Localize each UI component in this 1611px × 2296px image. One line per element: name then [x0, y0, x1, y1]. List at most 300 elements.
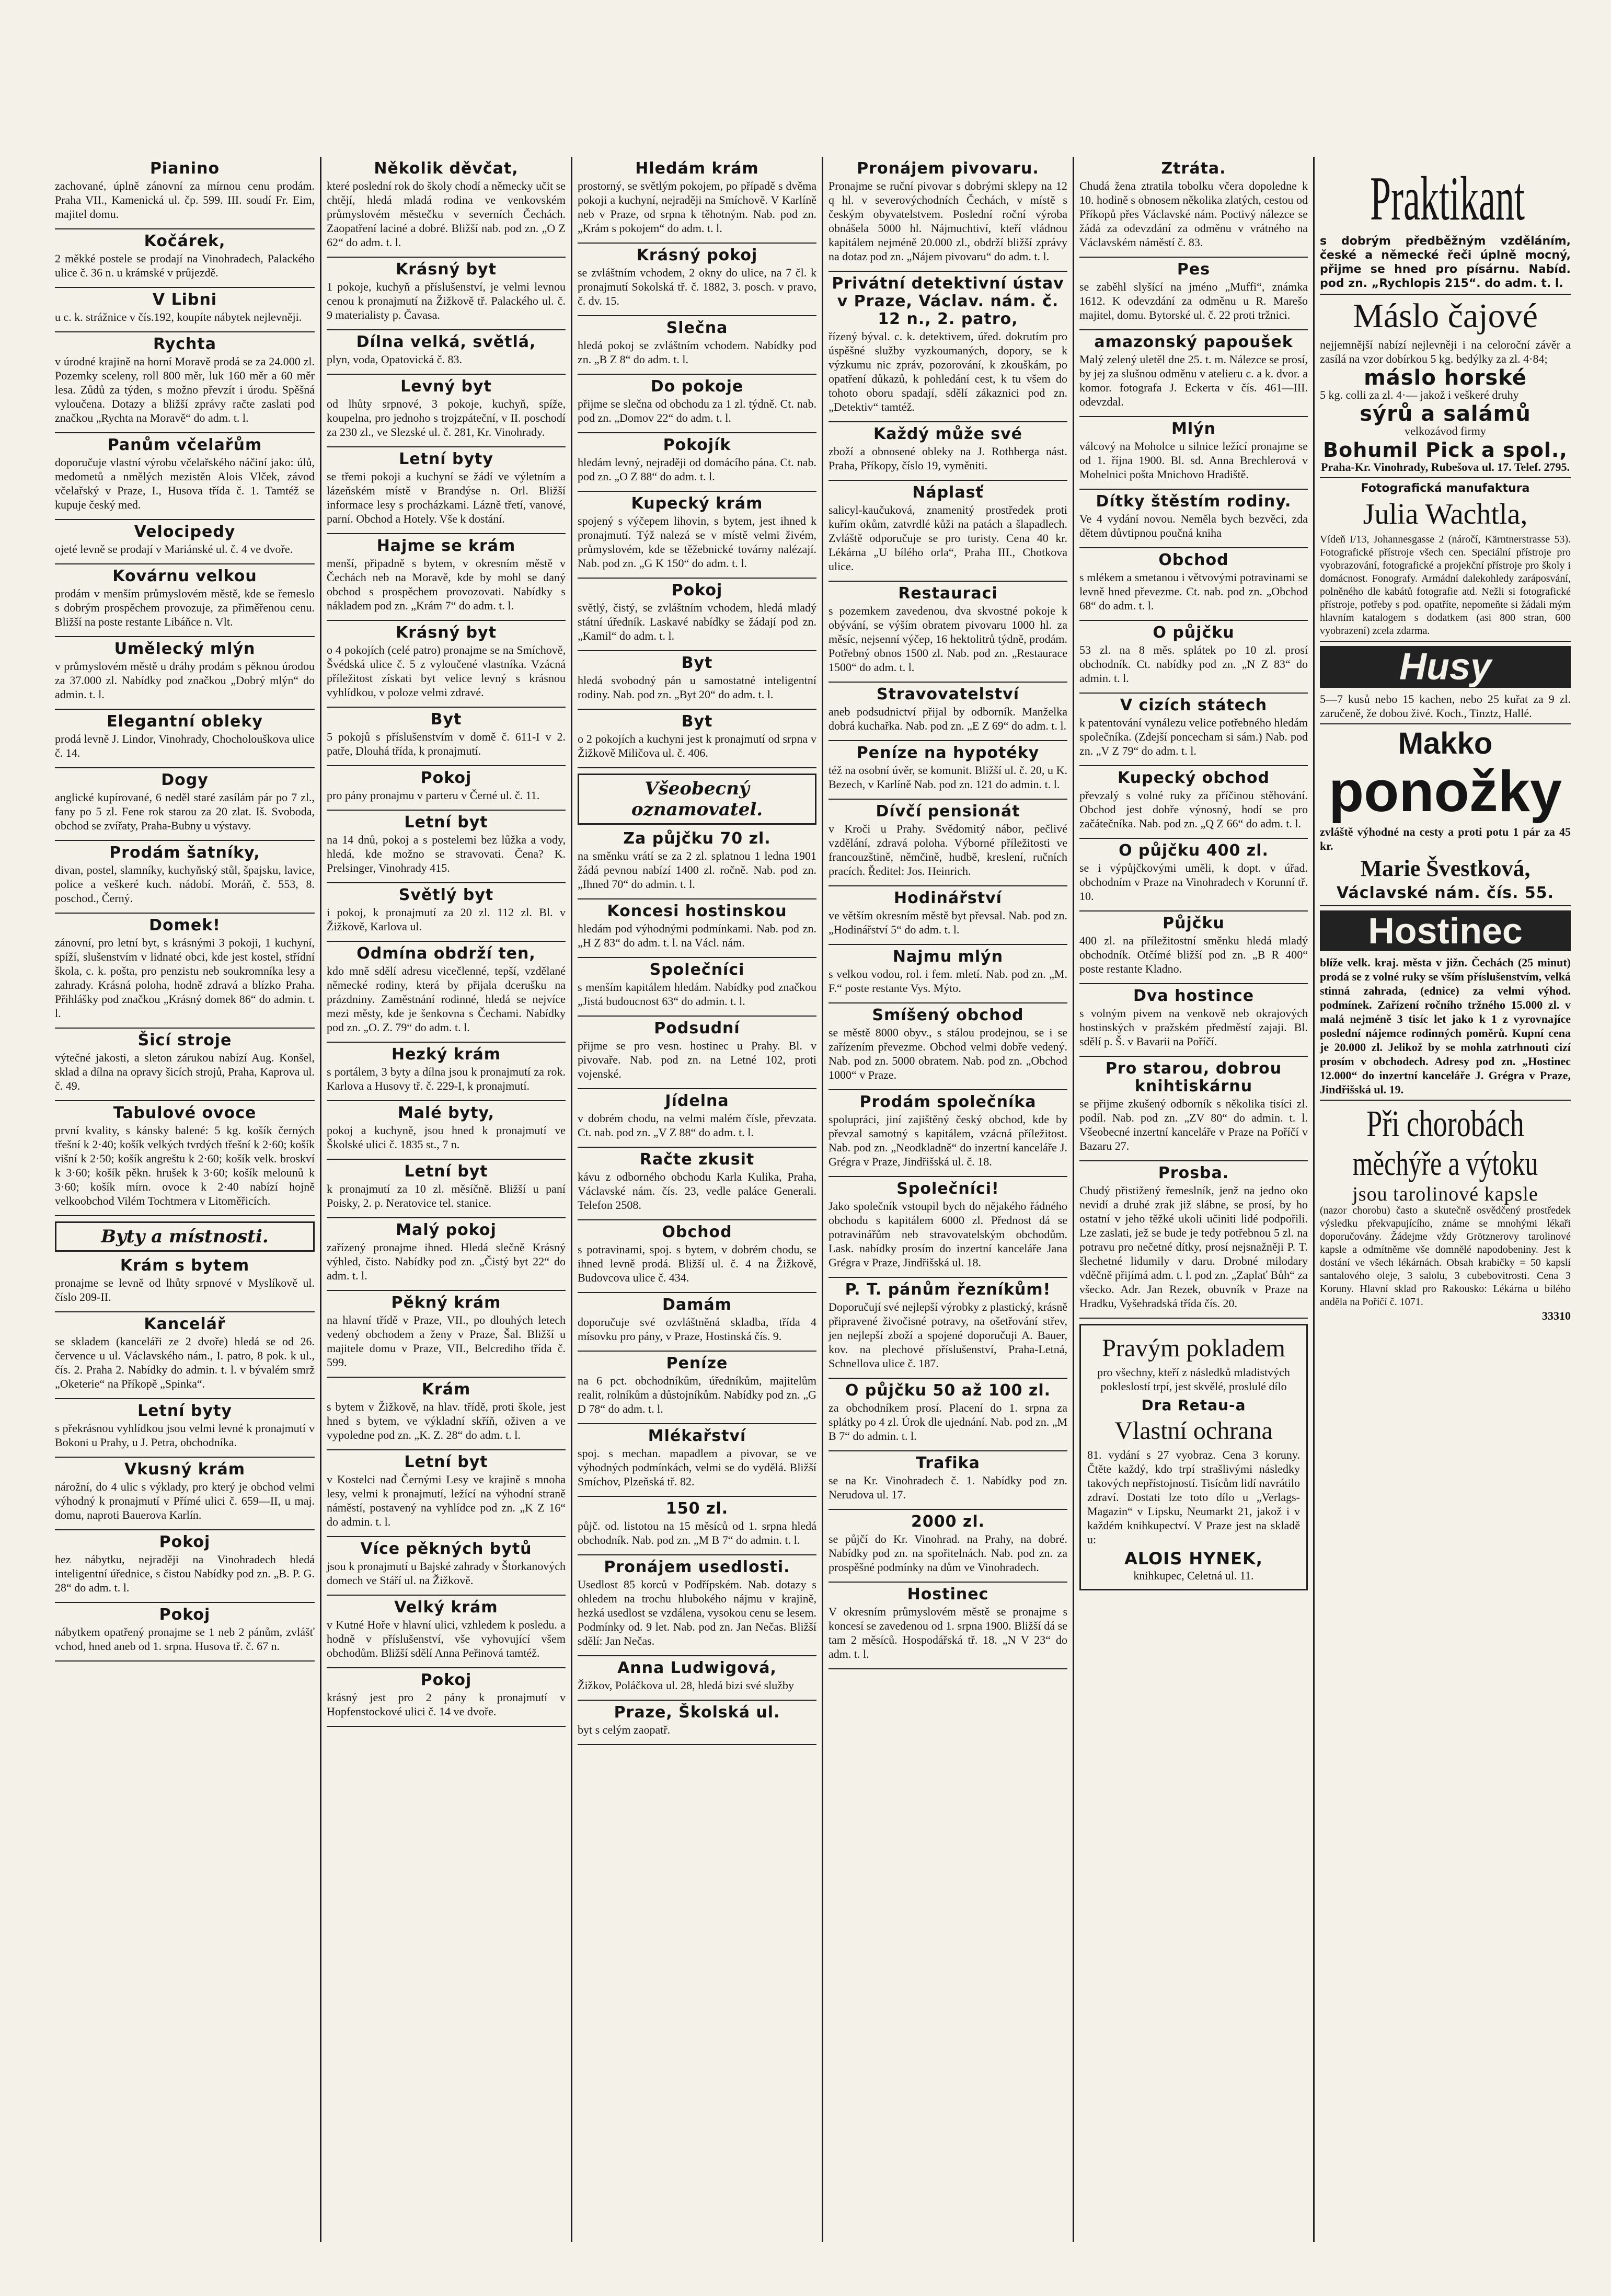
ad-text: Doporučují své nejlepší výrobky z plastický, krásně připravené živočisné potravy, na ošetřování střev, jen nejlepší zboží a spojené doporučuji A. Bauer, kov. na plechové příslušenství, Praha-Letná, Schnellova ulice č. 187. — [828, 1300, 1067, 1370]
ad-text: na 14 dnů, pokoj a s postelemi bez lůžka a vody, hledá, kde možno se stravovati. Čena? K. Prelsinger, Vinohrady 415. — [327, 833, 566, 874]
chorob-heading: Při chorobách — [1366, 1103, 1524, 1145]
ad-heading: Privátní detektivní ústav v Praze, Václav. nám. č. 12 n., 2. patro, — [832, 274, 1064, 328]
divider — [55, 1028, 315, 1029]
classified-ad — [1079, 1060, 1308, 1153]
ad-text: V okresním průmyslovém městě se pronajme s koncesí se zavedenou od 1. srpna 1900. Bližší dá se tam 2 měsíců. Hospodářská tř. 18. „N V 23“ do adm. t. l. — [828, 1605, 1067, 1660]
divider — [327, 329, 566, 330]
divider — [327, 882, 566, 883]
ad-text: s volným pivem na venkově neb okrajových hostinských v pražském předměstí zajaji. Bl. sdělí p. Š. v Bavarii na Poříčí. — [1079, 1007, 1308, 1048]
ad-heading: Domek! — [149, 916, 221, 934]
divider — [55, 1660, 315, 1662]
classified-ad — [828, 1382, 1067, 1443]
ad-text: v úrodné krajině na horní Moravě prodá se za 24.000 zl. Pozemky sceleny, roll 800 měr, luk 160 měr a 60 měr lesa. Zůdů za týden, s možno převzít i úrodu. Spěšná vyloučena. Dotazy a bližší zprávy račte zaslati pod značkou „Rychta na Moravě“ do adm. t. l. — [55, 355, 315, 424]
divider — [55, 1457, 315, 1458]
classified-ad — [55, 160, 315, 221]
classified-ad — [1079, 842, 1308, 903]
classified-ad — [828, 744, 1067, 791]
kapsle-text: (nazor chorobu) často a skutečně osvědčený prostředek výsledku překvapujícího, známe se mnohými lékaři doporučovány. Žádejme vždy Grötznerovy tarolinové kapsle a odmítněme vše domnělé napodobeniny. Jest k dostání ve všech lékárnách. Obsah krabičky = 50 kapslí santalového oleje, 3 salolu, 3 cubebovitrosti. Cena 3 Koruny. Hlavní sklad pro Rakousko: Lékárna u bílého anděla na Poříčí č. 1071. — [1320, 1205, 1571, 1308]
ad-heading: Za půjčku 70 zl. — [623, 829, 771, 848]
ad-text: salicyl-kaučuková, znamenitý prostředek proti kuřím okům, zatvrdlé kůži na patách a šlapadlech. Zvláště odporučuje se pro turisty. Cena 40 kr. Lékárna „U bílého orla“, Praha III., Chotkova ulice. — [828, 503, 1067, 573]
classified-ad — [578, 830, 816, 891]
ad-text: 1 pokoje, kuchyň a příslušenství, je velmi levnou cenou k pronajmutí na Žižkově tř. Palackého ul. č. 9 materialisty p. Čavasa. — [327, 280, 566, 321]
ad-heading: Dva hostince — [1133, 987, 1255, 1005]
classified-ad — [828, 686, 1067, 733]
ad-heading: Pokoj — [420, 769, 472, 787]
ad-text: na směnku vrátí se za 2 zl. splatnou 1 ledna 1901 žádá pevnou nabízí 1400 zl. ročně. Nab. pod zn. „Ihned 70“ do admin. t. l. — [578, 849, 816, 891]
divider — [55, 1398, 315, 1399]
classified-ad — [327, 814, 566, 875]
classified-ad — [55, 1316, 315, 1391]
ad-text: se půjčí do Kr. Vinohrad. na Prahy, na dobré. Nabídky pod zn. na spořitelnách. Nab. pod zn. za prospěšné podmínky na dům ve Vinohradech. — [828, 1532, 1067, 1574]
classified-ad — [1079, 333, 1308, 409]
classified-ad — [578, 378, 816, 425]
classified-ad — [828, 1093, 1067, 1169]
classified-ad — [55, 1104, 315, 1208]
classified-ad — [55, 233, 315, 280]
divider — [578, 1423, 816, 1424]
classified-ad — [578, 1659, 816, 1692]
ad-heading: Hostinec — [907, 1585, 989, 1603]
ad-heading: Pokoj — [671, 581, 723, 599]
ad-text: Ve 4 vydání novou. Neměla bych bezvěci, zda dětem důvtipnou poučná kniha — [1079, 512, 1308, 539]
classified-ad — [55, 1533, 315, 1595]
classified-ad — [55, 523, 315, 556]
ad-heading: Koncesi hostinskou — [607, 902, 787, 920]
divider — [55, 840, 315, 841]
ad-text: ve větším okresním městě byt převsal. Nab. pod zn. „Hodinářství 5“ do adm. t. l. — [828, 909, 1067, 936]
classified-ad — [327, 769, 566, 802]
ad-heading: Letní byt — [404, 813, 488, 832]
ad-heading: Každý může své — [873, 425, 1023, 443]
ad-heading: Rychta — [153, 335, 217, 353]
ad-heading: Pokoj — [159, 1606, 211, 1624]
classified-ad — [327, 1540, 566, 1587]
ad-heading: Stravovatelství — [877, 685, 1019, 703]
classified-ad — [1079, 769, 1308, 830]
classified-ad — [55, 1461, 315, 1522]
classified-ad — [327, 1221, 566, 1283]
marie-heading: Marie Švestková, — [1360, 856, 1531, 881]
ad-text: s velkou vodou, rol. i fem. mletí. Nab. pod zn. „M. F.“ poste restante Vys. Mýto. — [828, 967, 1067, 995]
ad-text: prodám v menším průmyslovém městě, kde se řemeslo s dobrým prospěchem provozuje, za přiměřenou cenu. Bližší na poste restante Libáňce n. Vlt. — [55, 587, 315, 628]
ad-heading: Dívčí pensionát — [876, 802, 1020, 821]
divider — [327, 257, 566, 258]
ad-text: s portálem, 3 byty a dílna jsou k pronajmutí za rok. Karlova a Husovy tř. č. 229-I, k pronajmutí. — [327, 1065, 566, 1092]
ad-text: též na osobní úvěr, se komunit. Bližší ul. č. 20, u K. Bezech, v Karlíně Nab. pod zn. 121 do admin. t. l. — [828, 764, 1067, 791]
ad-heading: Kancelář — [144, 1315, 226, 1333]
classified-ad — [828, 1513, 1067, 1574]
divider — [578, 1088, 816, 1089]
column-2 — [321, 157, 572, 2242]
ad-heading: Slečna — [666, 319, 728, 337]
classified-ad — [55, 436, 315, 512]
classified-ad — [327, 711, 566, 758]
ad-text: doporučuje své ozvláštněná skladba, třída 4 mísovku pro pány, v Praze, Hostinská čís. 9. — [578, 1316, 816, 1343]
ad-text: přijme se slečna od obchodu za 1 zl. týdně. Ct. nab. pod zn. „Domov 22“ do adm. t. l. — [578, 397, 816, 424]
classified-ad — [578, 160, 816, 235]
ad-text: hledá pokoj se zvláštním vchodem. Nabídky pod zn. „B Z 8“ do adm. t. l. — [578, 339, 816, 366]
ad-text: se zaběhl slyšící na jméno „Muffi“, známka 1612. K odevzdání za odměnu u R. Marešo majitel, domu. Bytorské ul. č. 22 proti tržnici. — [1079, 280, 1308, 321]
divider — [1079, 416, 1308, 417]
ad-heading: Byt — [430, 710, 462, 729]
divider — [828, 1002, 1067, 1003]
ad-heading: Obchod — [662, 1223, 732, 1241]
divider — [578, 1554, 816, 1555]
classified-ad — [327, 1671, 566, 1718]
ad-heading: Praze, Školská ul. — [614, 1703, 780, 1722]
ad-text: divan, postel, slamníky, kuchyňský stůl, špajsku, lavice, police a veškeré kuch. nádobí. Moráň, č. 553, 8. poschod., Černý. — [55, 863, 315, 905]
ad-heading: Trafika — [916, 1454, 980, 1472]
divider — [1079, 693, 1308, 694]
ad-text: Usedlost 85 korců v Podřípském. Nab. dotazy s ohledem na trochu hlubokého nájmu v krajině, hezká usedlost se vzdálena, vysokou cenu se lesem. Podmínky od. 9 let. Nab. pod zn. Jan Nečas. Bližší sdělí: Jan Nečas. — [578, 1578, 816, 1647]
classified-ad — [55, 1402, 315, 1449]
classified-ad — [828, 948, 1067, 995]
classified-ad — [578, 319, 816, 366]
ad-heading: Byt — [681, 654, 713, 672]
classified-ad — [828, 1455, 1067, 1502]
ad-text: se třemi pokoji a kuchyní se žádí ve výletním a lázeňském místě v Brandýse n. Orl. Bližší informace lesy s procházkami. Lázně třetí, vanové, parní. Obchod a Hotely. Vše k dostání. — [327, 470, 566, 525]
classified-ad — [1079, 551, 1308, 613]
ad-heading: Pokoj — [420, 1671, 472, 1689]
ad-heading: Jídelna — [665, 1092, 729, 1110]
divider — [828, 1089, 1067, 1090]
ad-heading: Letní byt — [404, 1162, 488, 1181]
classified-ad — [578, 436, 816, 483]
divider — [327, 810, 566, 811]
divider — [1079, 1160, 1308, 1161]
classified-ad — [55, 771, 315, 833]
classified-ad — [55, 1257, 315, 1304]
ad-text: Žižkov, Poláčkova ul. 28, hledá bizi své služby — [578, 1679, 795, 1692]
divider — [327, 1377, 566, 1378]
ad-text: v Kroči u Prahy. Svědomitý nábor, pečlivé vzdělání, zdravá poloha. Výborné příležitosti ve francouzštině, němčině, hudbě, kreslení, ručních pracích. Ředitel: Jos. Heinrich. — [828, 822, 1067, 878]
divider — [578, 243, 816, 244]
divider — [578, 374, 816, 375]
ad-heading: Do pokoje — [650, 377, 744, 396]
maslo-heading: Máslo čajové — [1353, 297, 1538, 335]
ad-heading: Krám — [421, 1380, 471, 1399]
ad-heading: Krásný byt — [396, 624, 497, 642]
foto-label: Fotografická manufaktura — [1361, 482, 1530, 495]
hostinec-heading: Hostinec — [1320, 910, 1571, 951]
divider — [327, 1667, 566, 1668]
wachtla-heading: Julia Wachtla, — [1363, 498, 1528, 530]
classified-ad — [327, 261, 566, 322]
divider — [327, 533, 566, 534]
divider — [55, 1602, 315, 1603]
classified-ad — [327, 378, 566, 439]
kapsle-heading: jsou tarolinové kapsle — [1352, 1183, 1538, 1205]
book-ad-box — [1079, 1324, 1308, 1590]
ad-text: zboží a obnosené obleky na J. Rothberga nást. Praha, Příkopy, číslo 19, vyměniti. — [828, 445, 1067, 472]
divider — [828, 1668, 1067, 1669]
classified-ad — [327, 1453, 566, 1529]
ad-text: Pronajme se ruční pivovar s dobrými sklepy na 12 q hl. v severovýchodních Čechách, v místě s českým obyvatelstvem. Poslední roční výroba obnášela 5000 hl. Nájmuchtiví, kteří vládnou kapitálem nejméně 20.000 zl., obdrží bližší zprávy na dotaz pod zn. „Nájem pivovaru“ do adm. t. l. — [828, 179, 1067, 263]
ad-text: se zvláštním vchodem, 2 okny do ulice, na 7 čl. k pronajmutí Sokolská tř. č. 1882, 3. posch. v pravo, č. dv. 15. — [578, 266, 816, 307]
ad-text: spojený s výčepem lihovin, s bytem, jest ihned k pronajmutí. Týž nalezá se v místě velmi živém, průmyslovém, kde se těžebnické továrny nalézají. Nab. pod zn. „G K 150“ do adm. t. l. — [578, 514, 816, 570]
ad-text: krásný jest pro 2 pány k pronajmutí v Hopfenstockové ulici č. 14 ve dvoře. — [327, 1691, 566, 1718]
ad-text: plyn, voda, Opatovická č. 83. — [327, 353, 463, 366]
divider — [1079, 329, 1308, 330]
divider — [327, 620, 566, 621]
ponozky-heading: ponožky — [1328, 759, 1562, 824]
praktikant-text: s dobrým předběžným vzděláním, české a německé řeči úplně mocný, přijme se hned pro písárnu. Nabíd. pod zn. „Rychlopis 215“. do adm. t. l. — [1320, 235, 1571, 290]
ad-text: aneb podsudnictví přijal by odborník. Manželka dobrá kuchařka. Nab. pod zn. „E Z 69“ do adm. t. l. — [828, 705, 1067, 732]
classified-ad — [327, 1163, 566, 1210]
ad-heading: Damám — [662, 1296, 732, 1314]
divider — [55, 1215, 315, 1216]
book-ad-title: Pravým pokladem — [1102, 1334, 1285, 1362]
ad-heading: 2000 zl. — [911, 1513, 985, 1531]
ad-heading: Byt — [681, 712, 713, 731]
ad-heading: V cizích státech — [1120, 696, 1268, 714]
divider — [578, 315, 816, 316]
classified-ad — [828, 275, 1067, 414]
divider — [55, 331, 315, 332]
husy-text: 5—7 kusů nebo 15 kachen, nebo 25 kuřat za 9 zl. zaručeně, že dobou živé. Koch., Tinztz, Hallé. — [1320, 693, 1571, 720]
ad-heading: Hajme se krám — [376, 537, 516, 555]
ad-heading: Podsudní — [654, 1019, 740, 1037]
ad-heading: Smíšený obchod — [872, 1006, 1024, 1024]
ad-text: hledám pod výhodnými podmínkami. Nab. pod zn. „H Z 83“ do adm. t. l. na Václ. nám. — [578, 922, 816, 949]
divider — [1320, 477, 1571, 478]
book-ad-title2: Vlastní ochrana — [1114, 1417, 1273, 1445]
ad-text: se přijme zkušený odborník s několika tisíci zl. podíl. Nab. pod zn. „ZV 80“ do admin. t. l. Všeobecné inzertní kanceláře v Praze na Poříčí v Bazaru 27. — [1079, 1097, 1308, 1152]
divider — [828, 1277, 1067, 1278]
classified-ad — [578, 1500, 816, 1547]
mechyre-heading: měchýře a výtoku — [1352, 1145, 1538, 1183]
divider — [828, 944, 1067, 945]
ad-text: spoj. s mechan. mapadlem a pivovar, se ve výhodných podmínkách, velmi se do vydělá. Bližší Smíchov, Plzeňská tř. 82. — [578, 1447, 816, 1488]
classified-ad — [55, 291, 315, 324]
divider — [55, 563, 315, 564]
divider — [578, 1351, 816, 1352]
ad-text: s menším kapitálem hledám. Nabídky pod značkou „Jistá budoucnost 63“ do admin. t. l. — [578, 980, 816, 1008]
ad-heading: Pro starou, dobrou knihtiskárnu — [1105, 1059, 1282, 1095]
divider — [55, 1100, 315, 1101]
classified-ad — [55, 1606, 315, 1653]
classified-ad — [55, 713, 315, 760]
divider — [327, 1217, 566, 1218]
divider — [578, 1744, 816, 1745]
ad-heading: Letní byty — [399, 450, 493, 468]
ad-text: v Kostelci nad Černými Lesy ve krajině s mnoha lesy, velmi k pronajmutí, ležící na výhodní straně náměstí, postavený na vyhlídce pod zn. „K Z 16“ do admin. t. l. — [327, 1473, 566, 1528]
classified-ad — [327, 451, 566, 526]
ad-heading: Prodám šatníky, — [109, 844, 260, 862]
ad-text: pokoj a kuchyně, jsou hned k pronajmutí ve Školské ulici č. 1835 st., 7 n. — [327, 1124, 566, 1151]
ad-text: k pronajmutí za 10 zl. měsíčně. Bližší u paní Poisky, 2. p. Neratovice tel. stanice. — [327, 1182, 566, 1209]
ad-text: se na Kr. Vinohradech č. 1. Nabídky pod zn. Nerudova ul. 17. — [828, 1474, 1067, 1501]
divider — [578, 491, 816, 492]
book-ad-text: pro všechny, kteří z následků mladistvých pokleslostí trpí, jest skvělé, proslulé dílo — [1097, 1366, 1290, 1393]
divider — [327, 1536, 566, 1537]
divider — [828, 885, 1067, 886]
divider — [327, 765, 566, 766]
column-6 — [1315, 157, 1576, 2242]
ad-heading: Peníze — [666, 1354, 728, 1372]
ponozky-text: zvláště výhodné na cesty a proti potu 1 pár za 45 kr. — [1320, 825, 1571, 852]
section-heading-box: Byty a místnosti. — [55, 1221, 315, 1252]
divider — [327, 1159, 566, 1160]
wachtla-text: Vídeň I/13, Johannesgasse 2 (náročí, Kärntnerstrasse 53). Fotografické přístroje všech cen. Speciální přístroje pro vyobrazování, fotografické a projekční přístroje pro školy i domácnost. Fonografy. Armádní dalekohledy zaráposvání, polněného dle kabátů fotografie atd. Nežli si fotografické přístroje, potřeby s pod. opatříte, nepomeňte si žádali mým hlavním katalogem s dodatkem (asi 800 stran, 600 vyobrazení) zcela zdarma. — [1320, 534, 1571, 637]
divider — [578, 1496, 816, 1497]
ad-text: převzalý s volné ruky za příčinou stěhování. Obchod jest dobře výnosný, hodí se pro začátečníka. Nab. pod zn. „Q Z 66“ do adm. t. l. — [1079, 789, 1308, 830]
divider — [55, 709, 315, 710]
ad-text: se skladem (kanceláři ze 2 dvoře) hledá se od 26. července u ul. Václavského nám., I. patro, 8 pok. k ul., čís. 2. Praha 2. Nabídky do admin. t. l. v bývalém smrž „Oketerie“ na Příkopě „Spinka“. — [55, 1335, 315, 1390]
ad-text: v průmyslovém městě u dráhy prodám s pěknou úrodou za 37.000 zl. Nabídky pod značkou „Dobrý mlýn“ do admin. t. l. — [55, 660, 315, 701]
divider — [55, 228, 315, 229]
divider — [578, 1700, 816, 1701]
ad-heading: Račte zkusit — [639, 1150, 755, 1169]
classified-ad — [1079, 697, 1308, 758]
ad-text: válcový na Moholce u silnice ležící pronajme se od 1. října 1900. Bl. sd. Anna Brechlerová v Mohelnici pošta Mnichovo Hradiště. — [1079, 440, 1308, 481]
classified-ad — [55, 1032, 315, 1093]
divider — [578, 767, 816, 768]
classified-ad — [828, 1007, 1067, 1082]
classified-ad — [327, 1294, 566, 1369]
classified-ad — [828, 890, 1067, 937]
divider — [578, 957, 816, 958]
column-5 — [1074, 157, 1315, 2242]
ad-text: výtečné jakosti, a sleton zárukou nabízí Aug. Konšel, sklad a dílna na opravy šicích strojů, Praha, Kaprova ul. č. 49. — [55, 1051, 315, 1092]
divider — [828, 799, 1067, 800]
ad-text: které poslední rok do školy chodí a německy učit se chtějí, hledá mladá rodina ve venkovském průmyslovém městečku v severních Čechách. Zaopatření laciné a dobré. Bližší nab. pod zn. „O Z 62“ do adm. t. l. — [327, 179, 566, 249]
classified-ad — [55, 917, 315, 1020]
divider — [327, 1595, 566, 1596]
divider — [55, 287, 315, 288]
ad-text: 400 zl. na příležitostní směnku hledá mladý obchodník. Otčímé bližší pod zn. „B R 400“ poste restante Kladno. — [1079, 934, 1308, 975]
ad-heading: Pianino — [149, 159, 220, 178]
ad-text: nárožní, do 4 ulic s výklady, pro který je obchod velmi výhodný k pronajmutí v Přímé ulici č. 659—II, u maj. domu, naproti Bauerova Karlín. — [55, 1480, 315, 1521]
ad-text: jsou k pronajmutí u Bajské zahrady v Štorkanových domech ve Stáří ul. na Žižkově. — [327, 1560, 566, 1587]
ad-heading: Světlý byt — [398, 886, 494, 904]
ad-text: anglické kupírované, 6 neděl staré zasílám pár po 7 zl., fany po 5 zl. Fene rok starou za 20 zlat. Iš. Svoboda, obchod se zvířaty, Praha-Bubny u výstavy. — [55, 791, 315, 832]
classified-ad — [327, 1381, 566, 1442]
ad-heading: Prodám společníka — [859, 1093, 1037, 1111]
ad-text: pro pány pronajmu v parteru v Černé ul. č. 11. — [327, 789, 540, 802]
ad-text: Chudá žena ztratila tobolku včera dopoledne k 10. hodině s obnosem několika zlatých, cestou od Příkopů přes Václavské nám. Poctivý nálezce se žádá za odevzdání za odměnu v vrátného na Václavském náměstí č. 83. — [1079, 179, 1308, 249]
classified-ad — [327, 537, 566, 613]
divider — [828, 421, 1067, 422]
classified-ad — [578, 495, 816, 570]
ad-heading: Dogy — [161, 771, 209, 789]
divider — [1079, 983, 1308, 984]
divider — [55, 636, 315, 637]
ad-text: o 2 pokojích a kuchyni jest k pronajmutí od srpna v Žižkově Miličova ul. č. 406. — [578, 732, 816, 759]
ad-heading: O půjčku 400 zl. — [1119, 841, 1269, 860]
divider — [55, 519, 315, 520]
maslo2-heading: máslo horské — [1364, 366, 1527, 390]
ad-text: půjč. od. listotou na 15 měsíců od 1. srpna hledá obchodník. Nab. pod zn. „M B 7“ do admin. t. l. — [578, 1519, 816, 1547]
makko-heading: Makko — [1398, 726, 1493, 760]
classified-ad — [1079, 160, 1308, 249]
classified-ad — [327, 1046, 566, 1093]
ad-heading: O půjčku 50 až 100 zl. — [845, 1381, 1051, 1400]
bohumil-text: Praha-Kr. Vinohrady, Rubešova ul. 17. Telef. 2795. — [1321, 460, 1570, 474]
divider — [828, 1176, 1067, 1177]
ad-text: 2 měkké postele se prodají na Vinohradech, Palackého ulice č. 36 n. u krámské v průjezdě. — [55, 252, 315, 279]
classified-ad — [578, 582, 816, 643]
ad-heading: Odmína obdrží ten, — [356, 944, 536, 963]
classified-ad — [578, 903, 816, 950]
column-1 — [50, 157, 321, 2242]
divider — [578, 1016, 816, 1017]
classified-ad — [578, 1151, 816, 1212]
divider — [327, 707, 566, 708]
ad-text: u c. k. strážnice v čís.192, koupíte nábytek nejlevněji. — [55, 310, 302, 324]
ad-heading: Umělecký mlýn — [114, 640, 256, 658]
divider — [1079, 547, 1308, 548]
divider — [55, 913, 315, 914]
ad-text: první kvality, s kánsky balené: 5 kg. košík černých třešní k 2·40; košík velkých tvrdých třešní k 2·60; košík višní k 2·50; košík angreštu k 2·60; košík velk. broskví k 3·60; košík pěkn. hrušek k 3·60; košík melounů k 3·60; košík mírn. ovoce k 2·40 nabízí hojně velkoobchod Vilém Tochtmera v Litoměřicích. — [55, 1124, 315, 1207]
ad-heading: Anna Ludwigová, — [617, 1659, 777, 1677]
ad-heading: Obchod — [1158, 551, 1229, 569]
book-ad-seller-address: knihkupec, Celetná ul. 11. — [1133, 1569, 1254, 1582]
divider — [578, 1655, 816, 1656]
divider — [1320, 905, 1571, 906]
ad-heading: Mlékařství — [648, 1427, 746, 1445]
classified-ad — [1079, 420, 1308, 481]
ad-text: prodá levně J. Lindor, Vinohrady, Chocholouškova ulice č. 14. — [55, 732, 315, 759]
ad-text: s pozemkem zavedenou, dva skvostné pokoje k obývání, se výším obratem pivovaru 1000 hl. za měsíc, nejsenní výčep, 16 hektolitrů týdně, prodám. Potřebný obnos 1500 zl. Nab. pod zn. „Restaurace 1500“ do adm. t. l. — [828, 604, 1067, 674]
ad-text: hez nábytku, nejraději na Vinohradech hledá inteligentní úřednice, s čistou Nabídky pod zn. „B. P. G. 28“ do adm. t. l. — [55, 1553, 315, 1594]
maslo-text: nejjemnější nabízí nejlevněji i na celoroční závěr a zasílá na vzor dobírkou 5 kg. bedýlky za zl. 4·84; — [1320, 338, 1571, 365]
ad-text: za obchodníkem prosí. Placení do 1. srpna za splátky po 4 zl. Úrok dle ujednání. Nab. pod zn. „M B 7“ do admin. t. l. — [828, 1401, 1068, 1443]
ad-heading: Společníci — [649, 961, 745, 979]
classified-ad — [55, 568, 315, 629]
classified-ad — [828, 585, 1067, 674]
ad-text: spolupráci, jiní zajištěný český obchod, kde by převzal samotný s kapitálem, vzácná příležitost. Nab. pod zn. „Neodkladně“ do inzertní kanceláře J. Grégra v Praze, Jindřišská ul. č. 18. — [828, 1113, 1067, 1168]
ad-heading: Kočárek, — [144, 232, 226, 250]
ad-heading: Půjčku — [1163, 914, 1225, 932]
ad-heading: amazonský papoušek — [1094, 333, 1293, 351]
divider — [1079, 257, 1308, 258]
divider — [1079, 1056, 1308, 1057]
ad-text: pronajme se levně od lhůty srpnové v Myslíkově ul. číslo 209-II. — [55, 1276, 315, 1303]
ad-heading: Tabulové ovoce — [113, 1104, 257, 1122]
ad-heading: Pokoj — [159, 1533, 211, 1551]
classified-ad — [578, 654, 816, 701]
ad-heading: Letní byt — [404, 1453, 488, 1471]
divider — [55, 767, 315, 768]
classified-ad — [1079, 493, 1308, 540]
divider — [1079, 1318, 1308, 1319]
ad-heading: Velocipedy — [134, 523, 236, 541]
ad-heading: Malé byty, — [397, 1104, 495, 1122]
ad-text: k patentování vynálezu velice potřebného hledám společníka. (Zdejší poncecham si sám.) Nab. pod zn. „V Z 79“ do adm. t. l. — [1079, 716, 1308, 757]
classified-ad — [327, 1599, 566, 1660]
section-heading-box: Všeobecný oznamovatel. — [578, 774, 816, 825]
divider — [828, 1582, 1067, 1583]
ad-text: ojeté levně se prodají v Mariánské ul. č. 4 ve dvoře. — [55, 543, 293, 556]
ad-text: se i výpůjčkovými uměli, k dopt. v úřad. obchodním v Praze na Vinohradech v Korunní tř. 10. — [1079, 861, 1308, 903]
ad-heading: O půjčku — [1153, 624, 1235, 642]
ad-text: s mlékem a smetanou i větvovými potravinami se levně hned převezme. Ct. nab. pod zn. „Obchod 68“ do adm. t. l. — [1079, 571, 1308, 612]
ad-text: hledá svobodný pán u samostatné inteligentní rodiny. Nab. pod zn. „Byt 20“ do adm. t. l. — [578, 674, 816, 701]
divider — [578, 578, 816, 579]
ad-heading: Pokojík — [663, 436, 731, 454]
ad-text: světlý, čistý, se zvláštním vchodem, hledá mladý státní úředník. Laskavé nabídky se žádají pod zn. „Kamil“ do adm. t. l. — [578, 601, 816, 642]
ad-text: se městě 8000 obyv., s stálou prodejnou, se i se zařízením převezme. Obchod velmi dobře vedený. Nab. pod zn. 5000 obratem. Nab. pod zn. „Obchod 1000“ v Praze. — [828, 1026, 1067, 1081]
praktikant-heading: Praktikant — [1370, 164, 1525, 233]
ad-heading: Mlýn — [1171, 420, 1216, 438]
classified-ad — [578, 1559, 816, 1648]
classified-ad — [55, 844, 315, 905]
classified-ad — [578, 1427, 816, 1489]
divider — [578, 1147, 816, 1148]
ad-heading: Panům včelařům — [107, 436, 262, 454]
ad-text: Jako společník vstoupil bych do nějakého řádného obchodu s kapitálem 6000 zl. Přednost dá se potravinářům neb stravovatelským obchodům. Lask. nabídky prosím do inzertní kanceláře Jana Grégra v Praze, Jindřišská ul. 18. — [828, 1199, 1067, 1269]
